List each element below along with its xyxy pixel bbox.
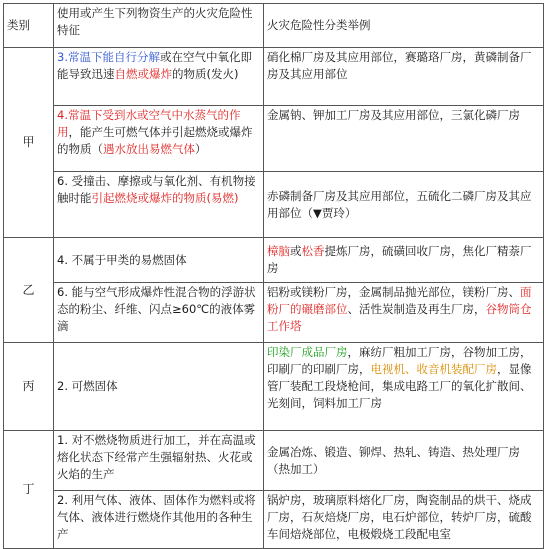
header-examples: 火灾危险性分类举例 — [264, 4, 544, 48]
feature-cell — [54, 172, 264, 238]
cell-text: 1. 对不燃烧物质进行加工，并在高温或熔化状态下经常产生强辐射热、火花或火焰的生产 — [57, 433, 256, 481]
cell-text: 提炼厂房，硫磺回收厂房，焦化厂精萘厂房 — [267, 244, 532, 275]
feature-cell — [54, 491, 264, 549]
table-row — [4, 431, 544, 491]
cell-text: 的物质(发火) — [172, 67, 239, 81]
fire-hazard-table — [3, 3, 544, 549]
feature-cell — [54, 238, 264, 283]
table-row — [4, 343, 544, 431]
highlighted-text: 松香 — [301, 244, 325, 258]
examples-cell — [264, 106, 544, 172]
highlighted-text: 4. — [57, 108, 68, 122]
cell-text: 2. 可燃固体 — [57, 379, 118, 393]
highlighted-text: 引起燃烧或爆炸的物质(易燃) — [91, 191, 239, 205]
cell-text: 6. 能与空气形成爆炸性混合物的浮游状态的粉尘、纤维、闪点≥60℃的液体雾滴 — [57, 285, 256, 333]
examples-cell — [264, 172, 544, 238]
feature-cell — [54, 431, 264, 491]
cell-text: 4. 不属于甲类的易燃固体 — [57, 252, 187, 267]
feature-cell — [54, 283, 264, 343]
header-category: 类别 — [4, 4, 54, 48]
highlighted-text: 自燃或爆炸 — [114, 67, 172, 81]
table-row — [4, 491, 544, 549]
cell-text: 6. 受撞击、摩擦或与氧化剂、有机物接触时能 — [57, 174, 256, 205]
examples-cell — [264, 238, 544, 283]
cell-text: 金属冶炼、锻造、铆焊、热轧、铸造、热处理厂房（热加工） — [267, 444, 520, 476]
examples-cell — [264, 431, 544, 491]
cell-text: 赤磷制备厂房及其应用部位，五硫化二磷厂房及其应用部位（▼贾玲） — [267, 188, 532, 220]
highlighted-text: 3. — [57, 50, 68, 64]
cell-text: 或 — [290, 244, 302, 258]
highlighted-text: 常温下能自行分解 — [67, 50, 160, 64]
cell-text: 、活性炭制造及再生厂房， — [347, 302, 486, 316]
cell-text: ，麻纺厂粗加工厂房，谷物加工房，印刷厂的印刷厂房， — [267, 345, 532, 376]
highlighted-text: 印染厂成品厂房 — [267, 345, 348, 359]
category-jia: 甲 — [4, 48, 54, 238]
category-yi: 乙 — [4, 238, 54, 343]
feature-cell — [54, 343, 264, 431]
feature-cell — [54, 48, 264, 106]
cell-text: 或在空气中氧化即能导致迅速 — [57, 50, 252, 81]
examples-cell — [264, 343, 544, 431]
examples-cell — [264, 283, 544, 343]
table-row — [4, 106, 544, 172]
table-row — [4, 48, 544, 106]
highlighted-text: 电视机、收音机装配厂房 — [370, 362, 497, 376]
highlighted-text: 遇水放出易燃气体 — [103, 142, 195, 156]
table-row — [4, 238, 544, 283]
highlighted-text: 常温下受到水或空气中水蒸气的作用 — [57, 108, 241, 139]
cell-text: ，能产生可燃气体并引起燃烧或爆炸的物质（ — [57, 125, 253, 156]
highlighted-text: 樟脑 — [267, 244, 290, 258]
cell-text: 金属钠、钾加工厂房及其应用部位，三氯化磷厂房 — [267, 108, 520, 122]
cell-text: 硝化棉厂房及其应用部位，赛璐珞厂房，黄磷制备厂房及其应用部位 — [267, 50, 532, 81]
examples-cell — [264, 48, 544, 106]
cell-text: 铝粉或镁粉厂房，金属制品抛光部位，镁粉厂房、 — [267, 285, 520, 299]
cell-text: 锅炉房，玻璃原料熔化厂房，陶瓷制品的烘干、烧成厂房，石灰焙烧厂房，电石炉部位，转炉厂房，硫酸车间焙烧部位，电极煅烧工段配电室 — [267, 493, 532, 541]
category-bing: 丙 — [4, 343, 54, 431]
highlighted-text: 谷物筒仓工作塔 — [267, 302, 532, 333]
highlighted-text: 面粉厂的碾磨部位 — [267, 285, 532, 316]
cell-text: ，显像管厂装配工段烧枪间，集成电路工厂的氧化扩散间、光刻间，饲料加工厂房 — [267, 362, 532, 410]
cell-text: ） — [195, 142, 207, 156]
table-row — [4, 283, 544, 343]
cell-text: 2. 利用气体、液体、固体作为燃料或将气体、液体进行燃烧作其他用的各种生产 — [57, 493, 256, 541]
table-row — [4, 172, 544, 238]
examples-cell — [264, 491, 544, 549]
header-row — [4, 4, 544, 48]
category-ding: 丁 — [4, 431, 54, 549]
header-feature: 使用或产生下列物资生产的火灾危险性特征 — [54, 4, 264, 48]
feature-cell — [54, 106, 264, 172]
